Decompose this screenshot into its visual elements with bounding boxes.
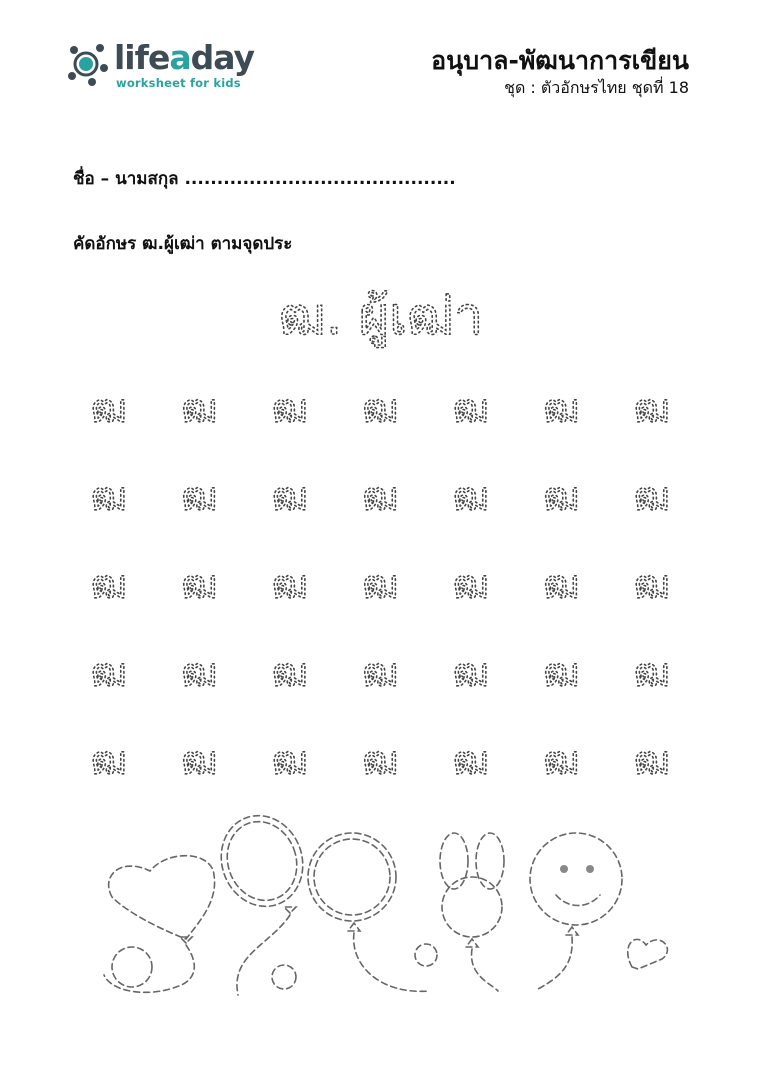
practice-letter: ฒ [543, 562, 580, 608]
practice-letter: ฒ [90, 474, 128, 520]
practice-letter: ฒ [633, 738, 671, 784]
practice-letter: ฒ [362, 650, 399, 696]
practice-letter: ฒ [90, 386, 128, 432]
brand-tagline: worksheet for kids [116, 76, 241, 90]
instruction-text: คัดอักษร ฒ.ผู้เฒ่า ตามจุดประ [73, 234, 293, 254]
practice-letter: ฒ [633, 474, 671, 520]
smiley-balloon-icon [530, 833, 622, 989]
practice-letter: ฒ [362, 386, 399, 432]
practice-letter: ฒ [181, 650, 218, 696]
oval-balloon-icon [209, 805, 316, 995]
practice-letter: ฒ [181, 386, 218, 432]
practice-letter: ฒ [362, 738, 399, 784]
example-word-trace [0, 262, 763, 352]
practice-letter: ฒ [90, 738, 128, 784]
practice-letter: ฒ [633, 650, 671, 696]
practice-letter: ฒ [452, 386, 490, 432]
practice-letter: ฒ [181, 738, 218, 784]
practice-letter: ฒ [452, 474, 490, 520]
practice-letter: ฒ [181, 474, 218, 520]
practice-letter: ฒ [543, 738, 580, 784]
lifeaday-logo-icon [62, 38, 114, 90]
practice-letter: ฒ [633, 386, 671, 432]
practice-letter: ฒ [362, 474, 399, 520]
student-name-line: ชื่อ – นามสกุล .......................................... [73, 169, 456, 189]
practice-letter: ฒ [90, 650, 128, 696]
practice-letter: ฒ [452, 562, 490, 608]
practice-letter: ฒ [362, 562, 399, 608]
practice-letter: ฒ [271, 650, 309, 696]
practice-letter: ฒ [271, 562, 309, 608]
worksheet-header [431, 44, 689, 98]
balloon-trace-drawing [0, 805, 763, 1015]
practice-letter: ฒ [271, 738, 309, 784]
bunny-balloon-icon [440, 833, 504, 991]
practice-letter: ฒ [452, 650, 490, 696]
practice-letter: ฒ [543, 650, 580, 696]
practice-letter: ฒ [452, 738, 490, 784]
worksheet-title: อนุบาล-พัฒนาการเขียน [431, 46, 689, 75]
practice-letter: ฒ [543, 474, 580, 520]
letter-practice-grid [0, 370, 763, 790]
practice-letter: ฒ [90, 562, 128, 608]
practice-letter: ฒ [633, 562, 671, 608]
round-balloon-icon [308, 833, 430, 991]
practice-letter: ฒ [543, 386, 580, 432]
worksheet-subtitle: ชุด : ตัวอักษรไทย ชุดที่ 18 [504, 78, 689, 97]
brand-name: lifeaday [114, 38, 255, 77]
practice-letter: ฒ [271, 474, 309, 520]
practice-letter: ฒ [181, 562, 218, 608]
heart-balloon-icon [104, 856, 215, 993]
example-word-text: ฒ. ผู้เฒ่า [278, 287, 484, 347]
logo [62, 36, 255, 96]
practice-letter: ฒ [271, 386, 309, 432]
small-heart-icon [628, 939, 668, 969]
small-circles-icon [112, 944, 437, 989]
